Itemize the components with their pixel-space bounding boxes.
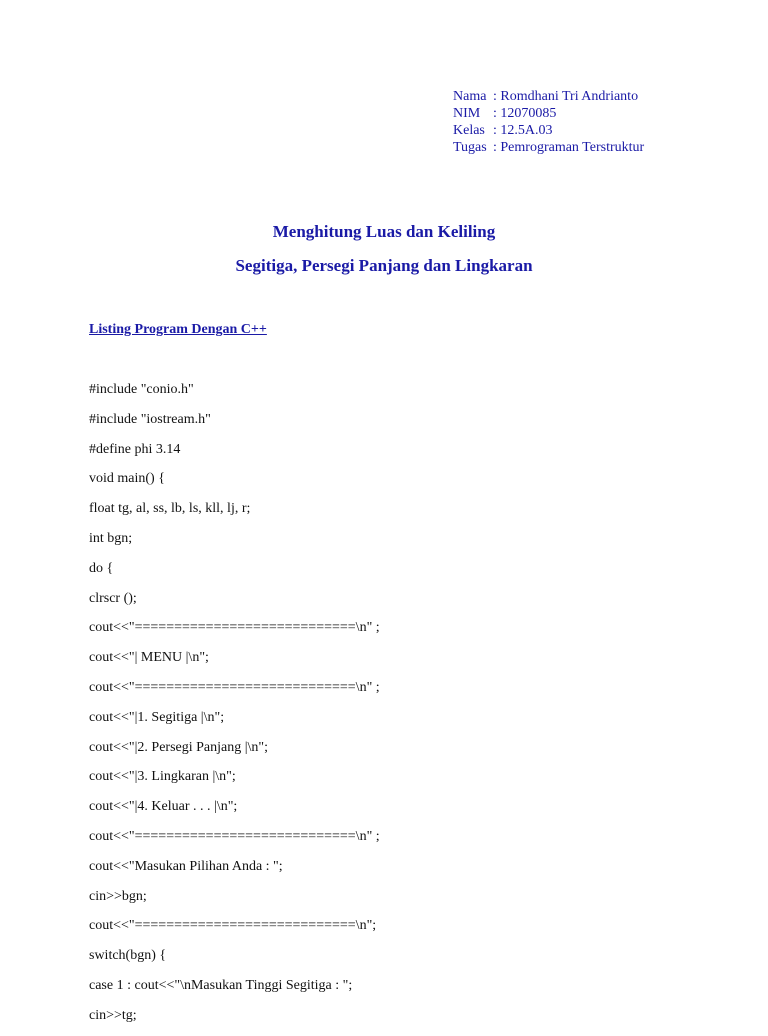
code-line: cin>>bgn; (89, 888, 147, 904)
code-line: cout<<"|2. Persegi Panjang |\n"; (89, 739, 269, 755)
student-info-value: : Romdhani Tri Andrianto (493, 89, 639, 104)
student-info-value: : 12070085 (493, 106, 557, 121)
code-line: cout<<"============================\n" ; (89, 828, 380, 844)
code-line: switch(bgn) { (89, 948, 167, 964)
code-line: void main() { (89, 471, 165, 487)
student-info-block (453, 88, 644, 156)
student-info-key: Kelas (453, 123, 485, 138)
document-title: Menghitung Luas dan Keliling (272, 222, 496, 241)
code-line: cout<<"Masukan Pilihan Anda : "; (89, 858, 283, 874)
code-listing (89, 380, 729, 1036)
section-heading-link[interactable]: Listing Program Dengan C++ (89, 322, 267, 337)
code-line: cout<<"============================\n" ; (89, 679, 380, 695)
student-info-row-tugas (453, 139, 644, 156)
student-info-row-kelas (453, 122, 644, 139)
code-line: do { (89, 560, 114, 576)
student-info-row-nim (453, 105, 644, 122)
code-line: cout<<"|1. Segitiga |\n"; (89, 709, 225, 725)
code-line: cout<<"|3. Lingkaran |\n"; (89, 769, 236, 785)
code-line: #include "conio.h" (89, 382, 194, 397)
student-info-value: : Pemrograman Terstruktur (493, 140, 645, 155)
student-info-key: Tugas (453, 140, 487, 155)
code-line: cout<<"============================\n"; (89, 918, 377, 934)
document-subtitle: Segitiga, Persegi Panjang dan Lingkaran (235, 256, 533, 275)
code-line: cin>>tg; (89, 1007, 137, 1023)
code-line: #define phi 3.14 (89, 441, 181, 457)
code-line: cout<<"| MENU |\n"; (89, 650, 209, 666)
code-line: clrscr (); (89, 590, 137, 606)
code-line: cout<<"|4. Keluar . . . |\n"; (89, 799, 238, 815)
code-line: #include "iostream.h" (89, 411, 211, 427)
student-info-value: : 12.5A.03 (493, 123, 553, 138)
code-line: float tg, al, ss, lb, ls, kll, lj, r; (89, 501, 251, 517)
code-line: int bgn; (89, 530, 133, 546)
code-line: case 1 : cout<<"\nMasukan Tinggi Segitiga : "; (89, 977, 353, 993)
student-info-key: Nama (453, 89, 487, 104)
student-info-key: NIM (453, 106, 481, 121)
code-line: cout<<"============================\n" ; (89, 620, 380, 636)
student-info-row-name (453, 88, 644, 105)
